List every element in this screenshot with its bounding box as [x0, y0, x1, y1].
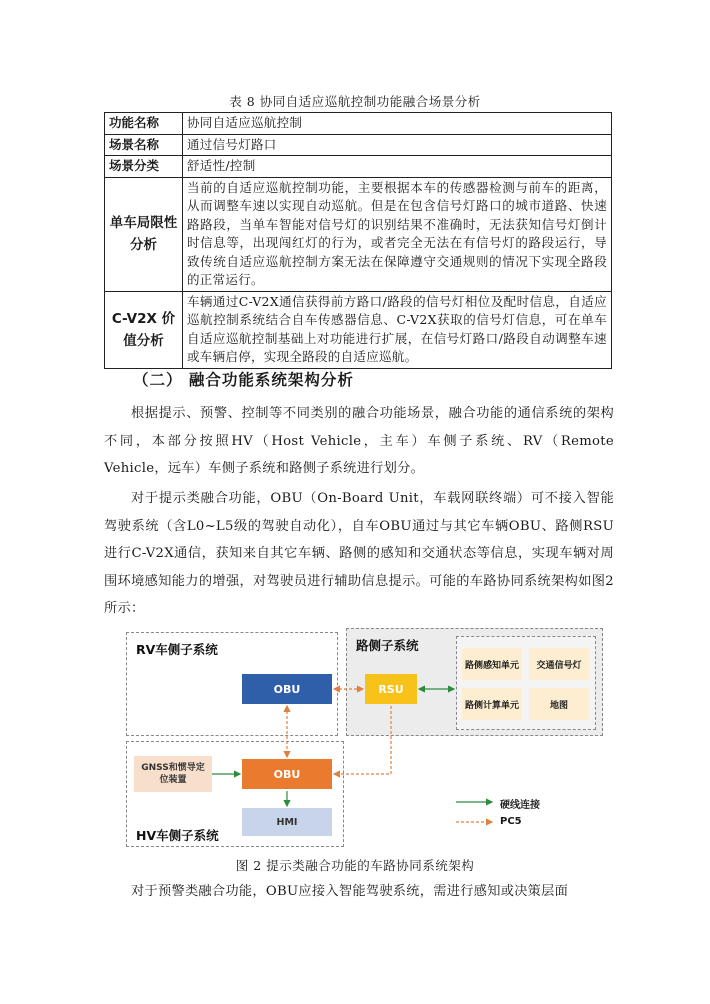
section-title: （二） 融合功能系统架构分析: [133, 371, 354, 389]
paragraph: 对于预警类融合功能，OBU应接入智能驾驶系统，需进行感知或决策层面: [131, 884, 569, 899]
row-value: 车辆通过C-V2X通信获得前方路口/路段的信号灯相位及配时信息，自适应巡航控制系统结合自车传感器信息、C-V2X获取的信号灯信息，可在单车自适应巡航控制基础上对功能进行扩展，在信号灯路口/路段自动调整车速或车辆启停，实现全路段的自适应巡航。: [183, 291, 612, 368]
row-key: C-V2X 价值分析: [105, 291, 183, 368]
road-unit: 路侧感知单元: [462, 648, 522, 680]
pc5-rsu-hv: [334, 706, 391, 774]
table-caption: 表 8 协同自适应巡航控制功能融合场景分析: [229, 94, 481, 109]
gnss-block: GNSS和惯导定位装置: [134, 756, 212, 792]
road-unit: 地图: [529, 688, 589, 720]
legend-wired-label: 硬线连接: [500, 800, 540, 811]
road-unit: 路侧计算单元: [462, 688, 522, 720]
figure-caption: 图 2 提示类融合功能的车路协同系统架构: [235, 858, 475, 873]
road-unit: 交通信号灯: [529, 648, 589, 680]
table-row: [105, 156, 612, 178]
architecture-diagram: [104, 628, 614, 850]
row-value: 当前的自适应巡航控制功能，主要根据本车的传感器检测与前车的距离，从而调整车速以实现自动巡航。但是在包含信号灯路口的城市道路、快速路路段，当单车智能对信号灯的识别结果不准确时，无法获知信号灯倒计时信息等，出现闯红灯的行为，或者完全无法在有信号灯的路段运行，导致传统自适应巡航控制方案无法在保障遵守交通规则的情况下实现全路段的正常运行。: [183, 177, 612, 291]
hv-subsystem-title: HV车侧子系统: [136, 828, 219, 843]
row-value: 通过信号灯路口: [183, 134, 612, 156]
rv-subsystem-title: RV车侧子系统: [136, 642, 218, 657]
rv-obu-block: OBU: [242, 674, 332, 704]
legend-pc5-label: PC5: [500, 816, 522, 827]
row-key: 功能名称: [105, 113, 183, 135]
table-row: [105, 291, 612, 368]
table-row: [105, 113, 612, 135]
rsu-block: RSU: [365, 674, 417, 704]
hmi-block: HMI: [242, 808, 332, 836]
hv-obu-block: OBU: [242, 759, 332, 789]
row-key: 场景分类: [105, 156, 183, 178]
diagram-connectors: [104, 628, 614, 850]
paragraph: 对于提示类融合功能，OBU（On-Board Unit，车载网联终端）可不接入智能驾驶系统（含L0~L5级的驾驶自动化），自车OBU通过与其它车辆OBU、路侧RSU进行C-V2X通信，获知来自其它车辆、路侧的感知和交通状态等信息，实现车辆对周围环境感知能力的增强，对驾驶员进行辅助信息提示。可能的车路协同系统架构如图2所示：: [104, 491, 614, 616]
paragraph: 根据提示、预警、控制等不同类别的融合功能场景，融合功能的通信系统的架构不同，本部分按照HV（Host Vehicle，主车）车侧子系统、RV（Remote Vehicle，远车）车侧子系统和路侧子系统进行划分。: [104, 406, 614, 476]
road-subsystem-title: 路侧子系统: [356, 638, 419, 653]
row-key: 场景名称: [105, 134, 183, 156]
scenario-table: [104, 112, 612, 369]
table-row: [105, 134, 612, 156]
row-key: 单车局限性分析: [105, 177, 183, 291]
row-value: 协同自适应巡航控制: [183, 113, 612, 135]
row-value: 舒适性/控制: [183, 156, 612, 178]
table-row: [105, 177, 612, 291]
